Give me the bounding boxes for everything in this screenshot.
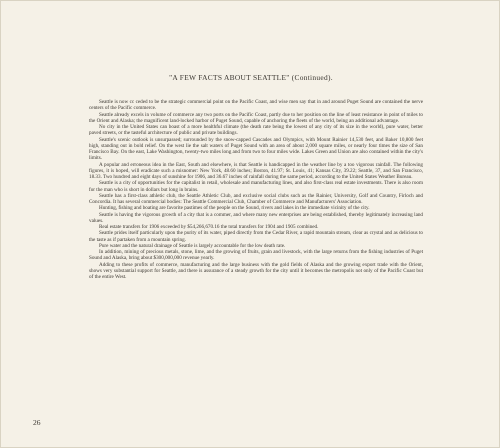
paragraph-resources: In addition, mining of precious metals, stone, lime, and the growing of fruits, grain and livestock, with the large returns from the fishing industries of Puget Sound and Alaska, bring about $300,000,000 revenue yearly. [89,249,423,262]
paragraph-growth: Seattle is having the vigorous growth of a city that is a commer, and where many new enterprises are being established, thereby legitimately increasing land values. [89,211,423,224]
paragraph-real-estate: Real estate transfers for 1906 exceeded by $54,266,670.16 the total transfers for 1904 and 1905 combined. [99,224,319,230]
paragraph-climate: No city in the United States can boast of a more healthful climate (the death rate being the lowest of any city of its size in the world), pure water, better paved streets, or the tasteful architecture of public and private buildings. [89,124,423,137]
page-number: 26 [33,418,41,427]
paragraph-commercial-point: Seattle is now cc ceded to be the strategic commercial point on the Pacific Coast, and wise men say that in and around Puget Sound are contained the nerve centers of the Pacific commerce. [89,99,423,112]
paragraph-opportunities: Seattle is a city of opportunities for the capitalist in retail, wholesale and manufacturing lines, and also first-class real estate investments. There is also room for the man who is short in dollars but long in brains. [89,180,423,193]
page-title: "A FEW FACTS ABOUT SEATTLE" (Continued). [169,73,333,82]
paragraph-rainfall: A popular and erroneous idea in the East, South and elsewhere, is that Seattle is handicapped in the weather line by a too vigorous rainfall. The following figures, it is hoped, will eradicate such a misnomer: New York, 48.60 inches; Boston, 41.97; St. Louis, 41; Kansas City, 39.22; Seattle, 37, and San Francisco, 18.33. Two hundred and eight days of sunshine for 1906, and 36.67 inches of rainfall during the same period, according to the United States Weather Bureau. [89,161,423,180]
article-body [89,99,423,280]
paragraph-drainage: Pure water and the natural drainage of Seattle is largely accountable for the low death rate. [99,242,286,249]
paragraph-pastimes: Hunting, fishing and boating are favorite pastimes of the people on the Sound, rivers and lakes in the immediate vicinity of the city. [99,205,370,212]
paragraph-scenery: Seattle's scenic outlook is unsurpassed; surrounded by the snow-capped Cascades and Olympics, with Mount Rainier 14,530 feet, and Baker 10,800 feet high, standing out in bold relief. On the west lie the salt waters of Puget Sound with an area of about 2,000 square miles, or nearly four times the size of San Francisco Bay. On the east, Lake Washington, twenty-two miles long and from two to four miles wide. Lakes Green and Union are also contained within the city's limits. [89,136,423,162]
paragraph-future-growth: Adding to these profits of commerce, manufacturing and the large business with the gold fields of Alaska and the growing export trade with the Orient, shows very substantial support for Seattle, and there is assurance of a steady growth for the city until it becomes the metropolis not only of the Pacific Coast but of the entire West. [89,261,423,280]
paragraph-water: Seattle prides itself particularly upon the purity of its water, piped directly from the Cedar River, a rapid mountain stream, clear as crystal and as delicious to the taste as if partaken from a mountain spring. [89,230,423,243]
paragraph-clubs: Seattle has a first-class athletic club, the Seattle Athletic Club, and exclusive social clubs such as the Rainier, University, Golf and Country, Firloch and Concordia. It has several commercial bodies: The Seattle Commercial Club, Chamber of Commerce and Manufacturers' Association. [89,192,423,205]
paragraph-commerce-volume: Seattle already excels in volume of commerce any two ports on the Pacific Coast, partly due to her position on the line of least resistance in point of miles to the Orient and Alaska; the magnificent land-locked harbor of Puget Sound, capable of anchoring the fleets of the world, being an additional advantage. [89,111,423,124]
